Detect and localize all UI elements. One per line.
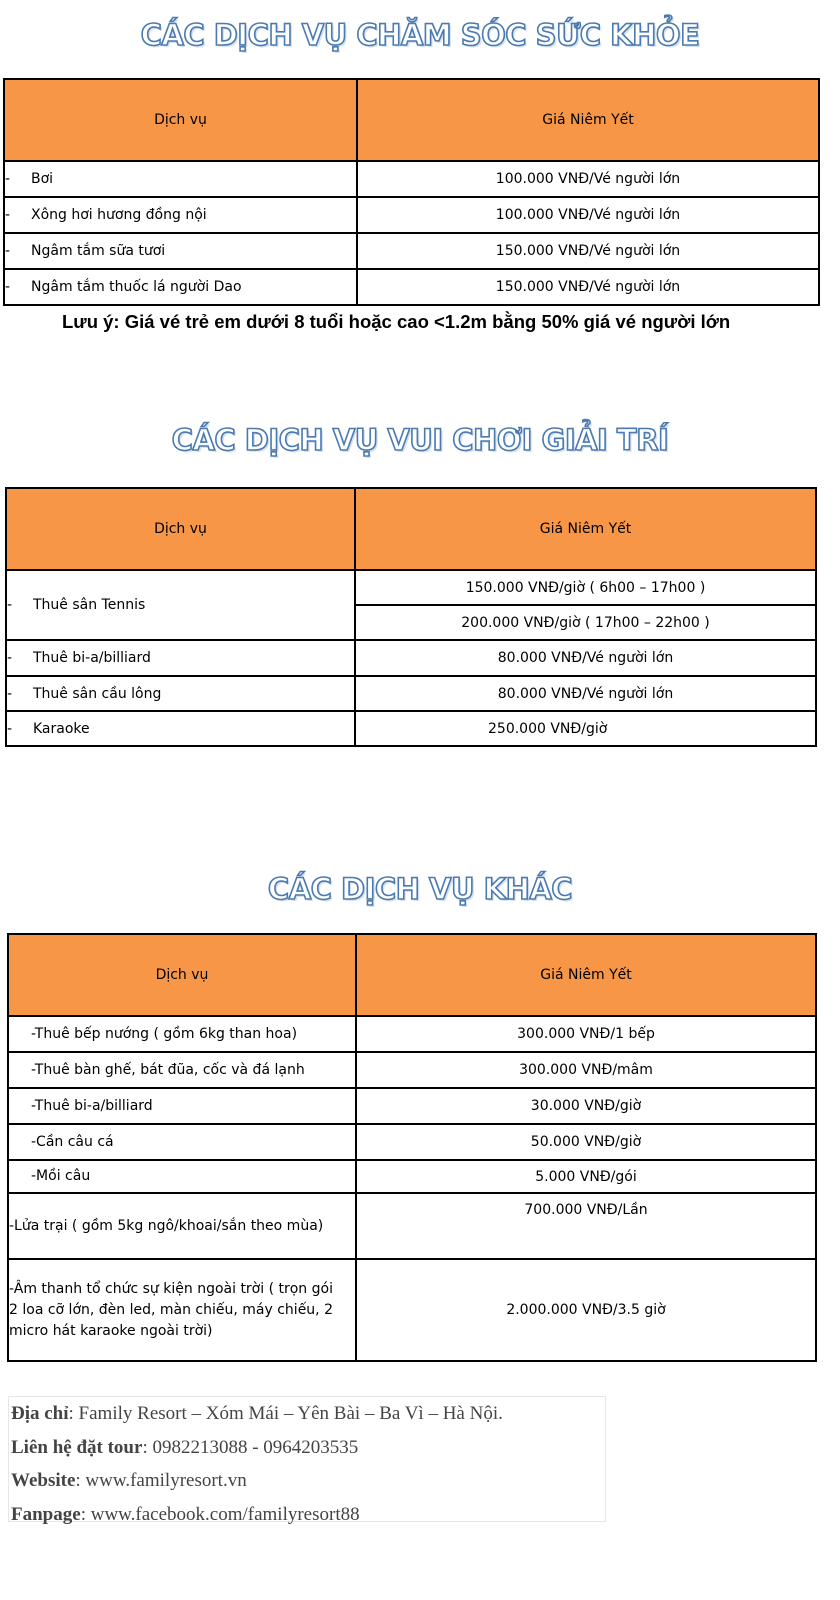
table-row xyxy=(8,1124,816,1160)
price-cell: 300.000 VNĐ/mâm xyxy=(356,1052,816,1088)
service-cell: - Thuê sân Tennis xyxy=(6,570,355,640)
table-row xyxy=(6,640,816,676)
price-cell: 150.000 VNĐ/giờ ( 6h00 – 17h00 ) xyxy=(355,570,816,605)
website-line xyxy=(9,1464,605,1498)
price-cell: 150.000 VNĐ/Vé người lớn xyxy=(357,269,819,305)
table-row xyxy=(8,1052,816,1088)
table-row xyxy=(4,161,819,197)
column-header-price: Giá Niêm Yết xyxy=(355,488,816,570)
other-price-table xyxy=(7,933,817,1362)
address-value: : Family Resort – Xóm Mái – Yên Bài – Ba Vì – Hà Nội. xyxy=(68,1403,503,1424)
service-cell: -Thuê bếp nướng ( gồm 6kg than hoa) xyxy=(8,1016,356,1052)
service-name: Xông hơi hương đồng nội xyxy=(31,207,207,223)
contact-footer xyxy=(8,1396,606,1525)
price-cell: 30.000 VNĐ/giờ xyxy=(356,1088,816,1124)
price-cell: 2.000.000 VNĐ/3.5 giờ xyxy=(356,1259,816,1361)
service-cell: - Thuê bi-a/billiard xyxy=(6,640,355,676)
price-cell: 80.000 VNĐ/Vé người lớn xyxy=(355,676,816,711)
section-title-health: CÁC DỊCH VỤ CHĂM SÓC SỨC KHỎE xyxy=(140,18,700,52)
price-cell: 100.000 VNĐ/Vé người lớn xyxy=(357,197,819,233)
price-cell: 80.000 VNĐ/Vé người lớn xyxy=(355,640,816,676)
column-header-service: Dịch vụ xyxy=(8,934,356,1016)
column-header-service: Dịch vụ xyxy=(6,488,355,570)
service-cell: - Ngâm tắm thuốc lá người Dao xyxy=(4,269,357,305)
service-name: Ngâm tắm sữa tươi xyxy=(31,243,166,259)
child-price-note: Lưu ý: Giá vé trẻ em dưới 8 tuổi hoặc cao <1.2m bằng 50% giá vé người lớn xyxy=(62,311,731,332)
website-value: : www.familyresort.vn xyxy=(75,1470,247,1491)
section-title-other: CÁC DỊCH VỤ KHÁC xyxy=(267,872,573,906)
service-cell: -Mồi câu xyxy=(8,1160,356,1193)
address-line xyxy=(9,1397,605,1431)
service-cell: -Lửa trại ( gồm 5kg ngô/khoai/sắn theo mùa) xyxy=(8,1193,356,1259)
table-header-row xyxy=(6,488,816,570)
address-label: Địa chỉ xyxy=(11,1403,69,1424)
price-cell: 5.000 VNĐ/gói xyxy=(356,1160,816,1193)
table-row xyxy=(8,1016,816,1052)
table-row xyxy=(8,1160,816,1193)
service-cell: - Bơi xyxy=(4,161,357,197)
service-cell: -Thuê bàn ghế, bát đũa, cốc và đá lạnh xyxy=(8,1052,356,1088)
table-row xyxy=(8,1088,816,1124)
service-name: Thuê bi-a/billiard xyxy=(33,650,151,666)
column-header-price: Giá Niêm Yết xyxy=(356,934,816,1016)
health-price-table xyxy=(3,78,820,306)
service-cell: -Cần câu cá xyxy=(8,1124,356,1160)
table-header-row xyxy=(8,934,816,1016)
contact-value: : 0982213088 - 0964203535 xyxy=(142,1436,359,1458)
table-row xyxy=(8,1193,816,1259)
service-name: Ngâm tắm thuốc lá người Dao xyxy=(31,279,242,295)
table-row xyxy=(6,711,816,746)
price-cell: 150.000 VNĐ/Vé người lớn xyxy=(357,233,819,269)
price-cell: 200.000 VNĐ/giờ ( 17h00 – 22h00 ) xyxy=(355,605,816,640)
price-cell: 50.000 VNĐ/giờ xyxy=(356,1124,816,1160)
service-cell: - Ngâm tắm sữa tươi xyxy=(4,233,357,269)
section-title-entertainment: CÁC DỊCH VỤ VUI CHƠI GIẢI TRÍ xyxy=(171,423,669,457)
price-cell: 700.000 VNĐ/Lần xyxy=(356,1193,816,1259)
fanpage-label: Fanpage xyxy=(11,1503,81,1525)
fanpage-value: : www.facebook.com/familyresort88 xyxy=(80,1503,360,1525)
contact-label: Liên hệ đặt tour xyxy=(11,1436,143,1458)
table-header-row xyxy=(4,79,819,161)
column-header-service: Dịch vụ xyxy=(4,79,357,161)
service-name: Karaoke xyxy=(33,720,90,737)
service-cell: - Thuê sân cầu lông xyxy=(6,676,355,711)
fanpage-line xyxy=(9,1498,605,1532)
price-cell: 250.000 VNĐ/giờ xyxy=(355,711,816,746)
contact-line xyxy=(9,1431,605,1465)
price-cell: 300.000 VNĐ/1 bếp xyxy=(356,1016,816,1052)
service-name: Bơi xyxy=(31,171,54,187)
table-row xyxy=(6,676,816,711)
entertainment-price-table xyxy=(5,487,817,747)
table-row xyxy=(4,197,819,233)
service-name: Thuê sân cầu lông xyxy=(33,685,162,702)
service-name: Thuê sân Tennis xyxy=(33,597,146,613)
price-cell: 100.000 VNĐ/Vé người lớn xyxy=(357,161,819,197)
service-cell: - Xông hơi hương đồng nội xyxy=(4,197,357,233)
table-row xyxy=(4,269,819,305)
website-label: Website xyxy=(11,1470,76,1491)
table-row xyxy=(4,233,819,269)
service-cell: -Âm thanh tổ chức sự kiện ngoài trời ( trọn gói 2 loa cỡ lớn, đèn led, màn chiếu, máy chiếu, 2 micro hát karaoke ngoài trời) xyxy=(8,1259,356,1361)
column-header-price: Giá Niêm Yết xyxy=(357,79,819,161)
table-row xyxy=(8,1259,816,1361)
table-row xyxy=(6,570,816,605)
service-cell: -Thuê bi-a/billiard xyxy=(8,1088,356,1124)
service-cell: - Karaoke xyxy=(6,711,355,746)
